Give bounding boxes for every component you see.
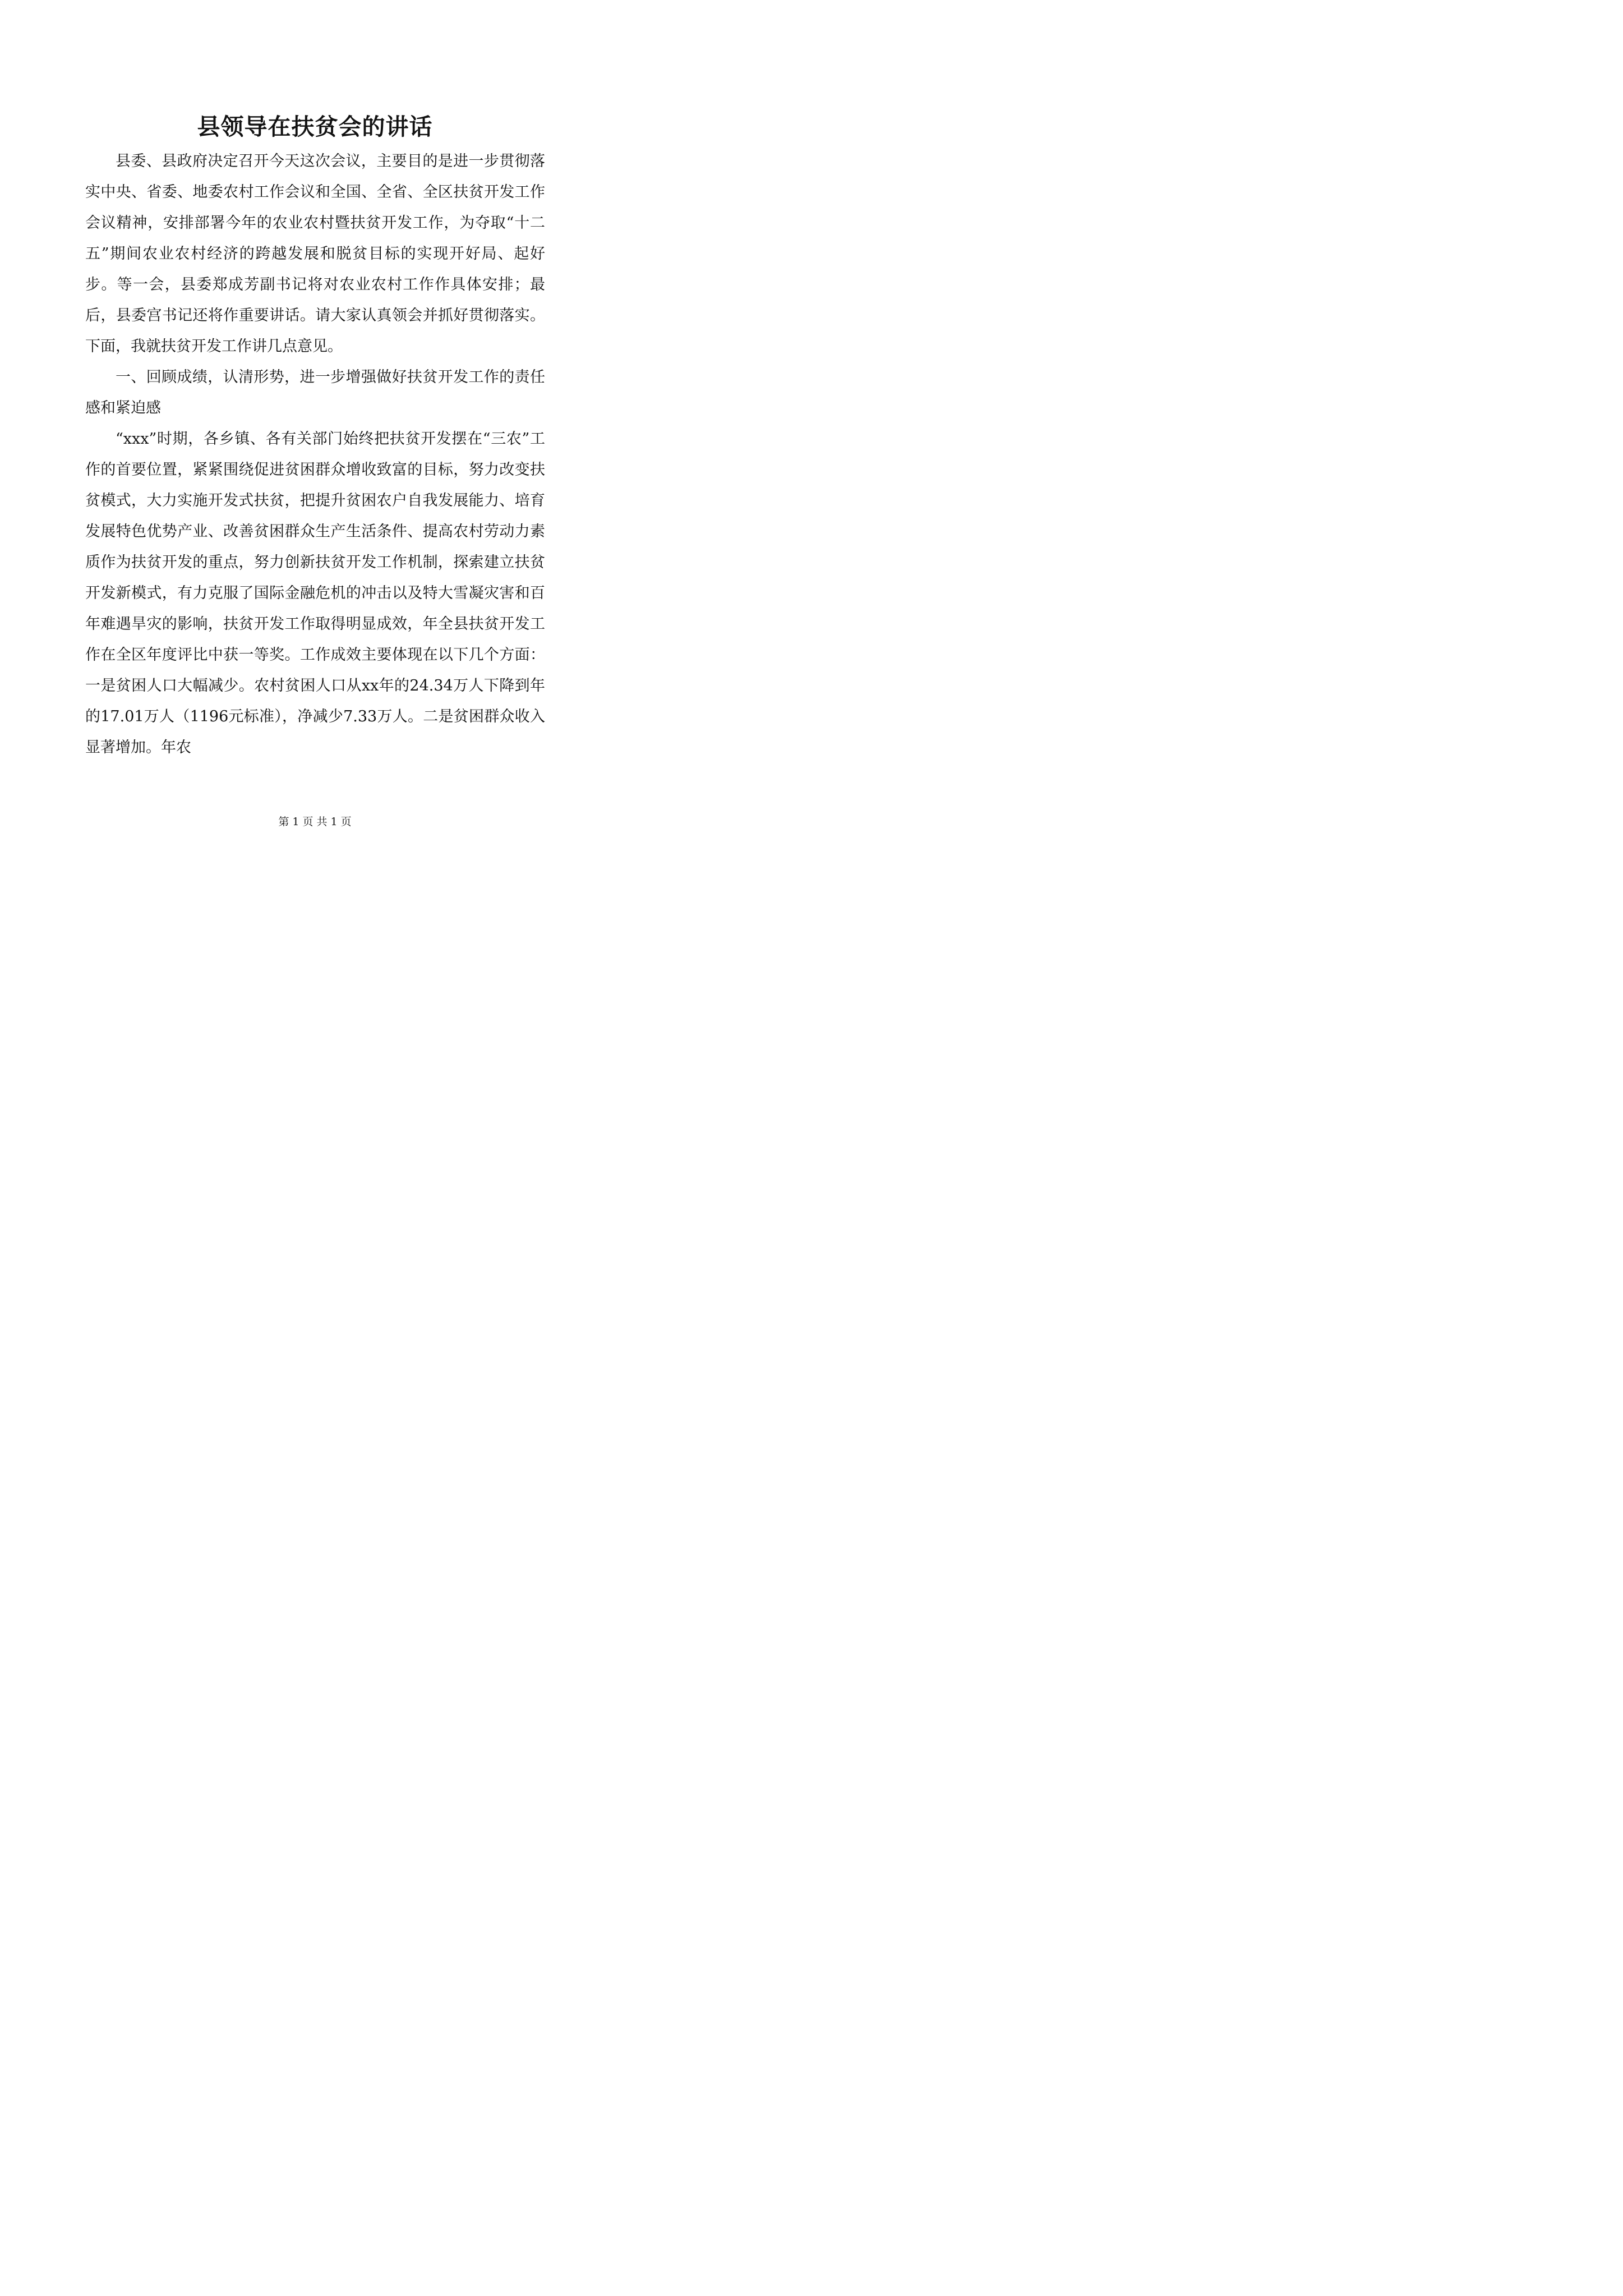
document-title: 县领导在扶贫会的讲话 [197,113,433,140]
section-heading-1: 一、回顾成绩，认清形势，进一步增强做好扶贫开发工作的责任感和紧迫感 [85,369,545,417]
document-body [85,146,545,763]
document-page [0,0,630,890]
paragraph-intro: 县委、县政府决定召开今天这次会议，主要目的是进一步贯彻落实中央、省委、地委农村工作会议和全国、全省、全区扶贫开发工作会议精神，安排部署今年的农业农村暨扶贫开发工作，为夺取“十二五”期间农业农村经济的跨越发展和脱贫目标的实现开好局、起好步。等一会，县委郑成芳副书记将对农业农村工作作具体安排；最后，县委宫书记还将作重要讲话。请大家认真领会并抓好贯彻落实。下面，我就扶贫开发工作讲几点意见。 [85,153,545,355]
paragraph-achievements: “xxx”时期，各乡镇、各有关部门始终把扶贫开发摆在“三农”工作的首要位置，紧紧围绕促进贫困群众增收致富的目标，努力改变扶贫模式，大力实施开发式扶贫，把提升贫困农户自我发展能力、培育发展特色优势产业、改善贫困群众生产生活条件、提高农村劳动力素质作为扶贫开发的重点，努力创新扶贫开发工作机制，探索建立扶贫开发新模式，有力克服了国际金融危机的冲击以及特大雪凝灾害和百年难遇旱灾的影响，扶贫开发工作取得明显成效，年全县扶贫开发工作在全区年度评比中获一等奖。工作成效主要体现在以下几个方面：一是贫困人口大幅减少。农村贫困人口从xx年的24.34万人下降到年的17.01万人（1196元标准），净减少7.33万人。二是贫困群众收入显著增加。年农 [85,430,545,756]
page-footer: 第 1 页 共 1 页 [278,816,352,828]
